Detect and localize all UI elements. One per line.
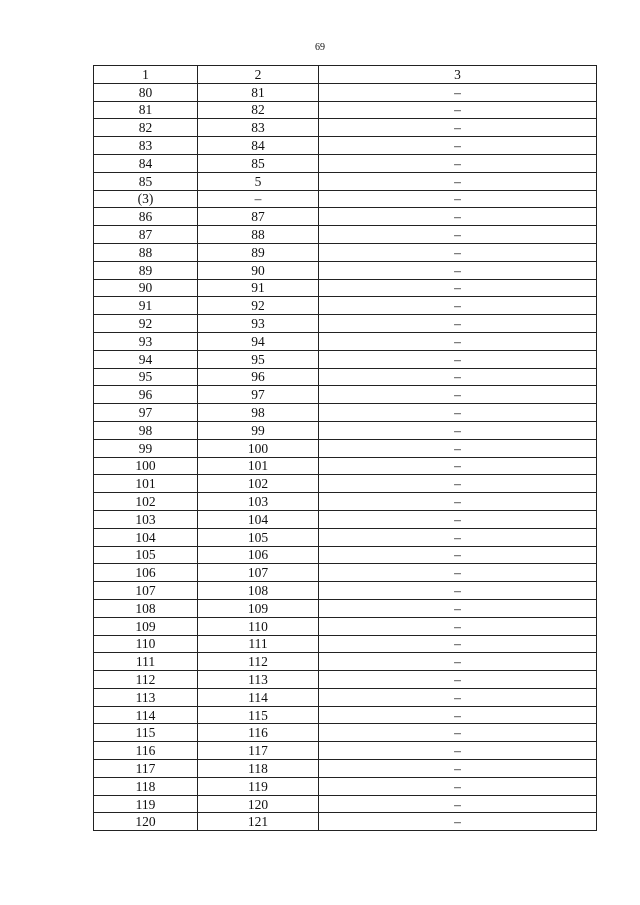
table-cell: – — [319, 368, 597, 386]
table-cell: – — [319, 724, 597, 742]
table-row — [94, 243, 597, 261]
table-cell: 100 — [94, 457, 198, 475]
table-cell: 104 — [198, 510, 319, 528]
table-cell: – — [319, 190, 597, 208]
table-row — [94, 760, 597, 778]
table-header-row — [94, 66, 597, 84]
table-cell: 101 — [198, 457, 319, 475]
table-cell: 101 — [94, 475, 198, 493]
table-cell: – — [319, 315, 597, 333]
table-row — [94, 368, 597, 386]
table-cell: – — [319, 599, 597, 617]
table-cell: 121 — [198, 813, 319, 831]
column-header: 2 — [198, 66, 319, 84]
table-row — [94, 475, 597, 493]
table-row — [94, 137, 597, 155]
table-cell: 84 — [94, 154, 198, 172]
table-cell: 86 — [94, 208, 198, 226]
table-cell: – — [319, 154, 597, 172]
table-cell: 116 — [198, 724, 319, 742]
table-cell: 81 — [198, 83, 319, 101]
table-row — [94, 457, 597, 475]
table-cell: 110 — [94, 635, 198, 653]
table-row — [94, 332, 597, 350]
table-cell: 82 — [94, 119, 198, 137]
table-cell: 88 — [198, 226, 319, 244]
table-cell: 82 — [198, 101, 319, 119]
table-row — [94, 813, 597, 831]
table-cell: 105 — [94, 546, 198, 564]
table-row — [94, 795, 597, 813]
table-row — [94, 208, 597, 226]
table-cell: – — [319, 635, 597, 653]
table-cell: – — [319, 386, 597, 404]
table-cell: 115 — [198, 706, 319, 724]
table-cell: 110 — [198, 617, 319, 635]
table-cell: 112 — [94, 671, 198, 689]
table-cell: 102 — [94, 493, 198, 511]
table-cell: 88 — [94, 243, 198, 261]
table-row — [94, 599, 597, 617]
table-row — [94, 172, 597, 190]
table-cell: – — [319, 475, 597, 493]
table-row — [94, 635, 597, 653]
table-row — [94, 706, 597, 724]
table-cell: – — [319, 421, 597, 439]
table-cell: 89 — [198, 243, 319, 261]
table-cell: – — [319, 671, 597, 689]
table-cell: 117 — [198, 742, 319, 760]
table-cell: 120 — [94, 813, 198, 831]
table-row — [94, 564, 597, 582]
table-cell: – — [319, 493, 597, 511]
table-cell: 117 — [94, 760, 198, 778]
table-row — [94, 315, 597, 333]
table-row — [94, 190, 597, 208]
table-cell: – — [319, 795, 597, 813]
table-cell: 93 — [198, 315, 319, 333]
table-row — [94, 261, 597, 279]
table-cell: 118 — [198, 760, 319, 778]
table-cell: 105 — [198, 528, 319, 546]
table-cell: 114 — [94, 706, 198, 724]
table-row — [94, 404, 597, 422]
table-cell: 90 — [198, 261, 319, 279]
table-cell: 102 — [198, 475, 319, 493]
table-row — [94, 688, 597, 706]
table-cell: – — [319, 777, 597, 795]
table-cell: 109 — [94, 617, 198, 635]
table-cell: 81 — [94, 101, 198, 119]
table-cell: 87 — [94, 226, 198, 244]
table-cell: – — [319, 439, 597, 457]
table-cell: – — [319, 208, 597, 226]
table-row — [94, 154, 597, 172]
table-cell: 107 — [94, 582, 198, 600]
table-cell: 85 — [198, 154, 319, 172]
table-row — [94, 671, 597, 689]
table-cell: 119 — [198, 777, 319, 795]
table-cell: 96 — [198, 368, 319, 386]
table-cell: – — [319, 119, 597, 137]
table-cell: 113 — [94, 688, 198, 706]
table-row — [94, 653, 597, 671]
table-cell: 115 — [94, 724, 198, 742]
table-row — [94, 546, 597, 564]
table-cell: 120 — [198, 795, 319, 813]
table-cell: 89 — [94, 261, 198, 279]
table-body — [94, 83, 597, 830]
table-cell: 98 — [198, 404, 319, 422]
table-row — [94, 724, 597, 742]
table-cell: – — [319, 653, 597, 671]
table-cell: 108 — [94, 599, 198, 617]
table-cell: 106 — [198, 546, 319, 564]
table-cell: – — [319, 226, 597, 244]
table-cell: (3) — [94, 190, 198, 208]
table-cell: – — [319, 297, 597, 315]
table-row — [94, 528, 597, 546]
table-cell: 98 — [94, 421, 198, 439]
table-cell: 83 — [94, 137, 198, 155]
table-cell: 96 — [94, 386, 198, 404]
table-cell: 90 — [94, 279, 198, 297]
table-cell: 5 — [198, 172, 319, 190]
column-header: 3 — [319, 66, 597, 84]
table-row — [94, 83, 597, 101]
table-cell: 116 — [94, 742, 198, 760]
table-cell: 109 — [198, 599, 319, 617]
table-row — [94, 777, 597, 795]
table-cell: 95 — [94, 368, 198, 386]
table-cell: 106 — [94, 564, 198, 582]
table-cell: – — [319, 582, 597, 600]
table-cell: – — [319, 350, 597, 368]
table-cell: 94 — [94, 350, 198, 368]
table-cell: 85 — [94, 172, 198, 190]
table-cell: – — [319, 279, 597, 297]
table-cell: – — [319, 760, 597, 778]
table-cell: – — [319, 742, 597, 760]
table-cell: 95 — [198, 350, 319, 368]
table-cell: 93 — [94, 332, 198, 350]
table-cell: – — [319, 83, 597, 101]
table-cell: 118 — [94, 777, 198, 795]
table-cell: 111 — [94, 653, 198, 671]
table-row — [94, 279, 597, 297]
table-row — [94, 493, 597, 511]
table-row — [94, 421, 597, 439]
table-row — [94, 582, 597, 600]
table-cell: 113 — [198, 671, 319, 689]
table-cell: 100 — [198, 439, 319, 457]
table-cell: – — [319, 688, 597, 706]
data-table — [93, 65, 597, 831]
table-cell: 114 — [198, 688, 319, 706]
table-cell: – — [319, 528, 597, 546]
table-cell: 91 — [94, 297, 198, 315]
table-row — [94, 226, 597, 244]
table-row — [94, 439, 597, 457]
table-cell: 99 — [198, 421, 319, 439]
table-row — [94, 350, 597, 368]
table-cell: – — [319, 172, 597, 190]
table-cell: – — [319, 617, 597, 635]
table-cell: 99 — [94, 439, 198, 457]
table-cell: – — [198, 190, 319, 208]
table-row — [94, 617, 597, 635]
table-row — [94, 119, 597, 137]
table-cell: 87 — [198, 208, 319, 226]
table-cell: 107 — [198, 564, 319, 582]
table-cell: 111 — [198, 635, 319, 653]
table-cell: – — [319, 510, 597, 528]
table-cell: 80 — [94, 83, 198, 101]
table-cell: 92 — [94, 315, 198, 333]
table-cell: 83 — [198, 119, 319, 137]
table-cell: – — [319, 706, 597, 724]
table-cell: 94 — [198, 332, 319, 350]
table-row — [94, 101, 597, 119]
table-cell: – — [319, 332, 597, 350]
table-cell: 92 — [198, 297, 319, 315]
table-cell: 104 — [94, 528, 198, 546]
table-cell: – — [319, 546, 597, 564]
table-cell: 84 — [198, 137, 319, 155]
table-cell: 91 — [198, 279, 319, 297]
table-cell: 119 — [94, 795, 198, 813]
table-row — [94, 510, 597, 528]
table-cell: – — [319, 404, 597, 422]
page-number: 69 — [315, 42, 325, 53]
table-cell: 112 — [198, 653, 319, 671]
table-cell: 97 — [198, 386, 319, 404]
table-row — [94, 297, 597, 315]
table-cell: 103 — [94, 510, 198, 528]
table-cell: – — [319, 137, 597, 155]
table-row — [94, 386, 597, 404]
table-row — [94, 742, 597, 760]
table-cell: – — [319, 101, 597, 119]
column-header: 1 — [94, 66, 198, 84]
table-cell: – — [319, 813, 597, 831]
table-cell: – — [319, 457, 597, 475]
table-cell: 103 — [198, 493, 319, 511]
table-cell: 108 — [198, 582, 319, 600]
table-cell: – — [319, 243, 597, 261]
table-cell: 97 — [94, 404, 198, 422]
table-cell: – — [319, 261, 597, 279]
table-cell: – — [319, 564, 597, 582]
